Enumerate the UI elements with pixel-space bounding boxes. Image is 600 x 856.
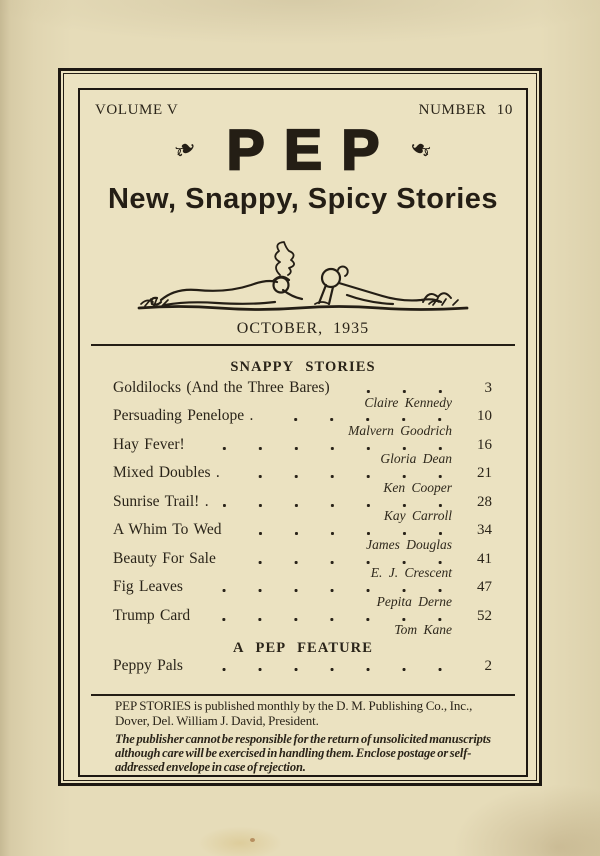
story-author: Ken Cooper <box>383 479 452 495</box>
story-author: James Douglas <box>366 536 452 552</box>
story-page-number: 47 <box>477 579 492 596</box>
volume-label: VOLUME V <box>95 102 179 118</box>
dot-leader <box>197 666 458 673</box>
toc-row <box>113 409 492 437</box>
story-title: Peppy Pals <box>113 657 183 674</box>
imprint <box>115 698 495 774</box>
toc-row <box>113 606 492 637</box>
story-page-number: 3 <box>484 380 492 396</box>
story-title: Persuading Penelope . <box>113 407 254 425</box>
publisher-line: Dover, Del. William J. David, President. <box>115 713 319 728</box>
dot-leader <box>344 388 458 395</box>
inner-frame <box>78 88 528 777</box>
story-page-number: 2 <box>484 658 492 674</box>
story-page-number: 28 <box>477 493 492 510</box>
couple-on-grass-illustration <box>133 228 473 320</box>
header-divider-rule <box>91 344 515 346</box>
feature-list <box>113 659 492 675</box>
magazine-tagline: New, Snappy, Spicy Stories <box>107 183 499 215</box>
story-title: Fig Leaves <box>113 578 183 596</box>
notice-line: addressed envelope in case of rejection. <box>115 760 306 774</box>
story-author: Kay Carroll <box>383 508 452 524</box>
toc-row <box>113 523 492 551</box>
toc-row <box>113 466 492 494</box>
manuscript-notice <box>115 732 495 774</box>
story-title: Goldilocks (And the Three Bares) <box>113 379 330 396</box>
story-page-number: 21 <box>477 465 492 482</box>
toc-row <box>113 659 492 675</box>
story-title: Sunrise Trail! . <box>113 492 209 510</box>
floral-ornament-right-icon: ❧ <box>403 130 438 168</box>
toc-row <box>113 381 492 409</box>
story-page-number: 41 <box>477 550 492 567</box>
story-author: Gloria Dean <box>380 451 452 467</box>
publisher-line: PEP STORIES is published monthly by the D. M. Publishing Co., Inc., <box>115 698 473 713</box>
notice-line: The publisher cannot be responsible for the return of unsolicited manuscripts <box>115 732 491 746</box>
story-author: Claire Kennedy <box>364 394 452 410</box>
story-author: Pepita Derne <box>376 593 452 609</box>
floral-ornament-left-icon: ❧ <box>168 130 203 168</box>
outer-frame <box>58 68 542 786</box>
toc-row <box>113 492 492 524</box>
number-label: NUMBER 10 <box>418 102 513 118</box>
story-page-number: 10 <box>477 408 492 425</box>
toc-row <box>113 549 492 581</box>
story-author: Tom Kane <box>394 622 452 637</box>
feature-section-heading: A PEP FEATURE <box>232 640 374 656</box>
story-title: Mixed Doubles . <box>113 464 220 482</box>
ink-speck <box>250 838 255 842</box>
title-row <box>80 118 526 180</box>
notice-line: although care will be exercised in handling them. Enclose postage or self- <box>115 746 472 760</box>
toc-section-heading: SNAPPY STORIES <box>230 359 376 375</box>
story-author: Malvern Goodrich <box>348 422 452 438</box>
imprint-divider-rule <box>91 694 515 696</box>
toc-row-line <box>113 659 492 675</box>
story-page-number: 52 <box>477 607 492 624</box>
masthead <box>95 102 513 119</box>
story-title: A Whim To Wed <box>113 521 222 539</box>
story-page-number: 16 <box>477 436 492 453</box>
toc-row <box>113 580 492 608</box>
toc-row <box>113 435 492 467</box>
story-page-number: 34 <box>477 522 492 539</box>
story-title: Trump Card <box>113 606 191 624</box>
story-title: Hay Fever! <box>113 435 185 453</box>
story-title: Beauty For Sale <box>113 549 216 567</box>
toc-list <box>113 381 492 637</box>
issue-date: OCTOBER, 1935 <box>236 320 370 337</box>
magazine-title: PEP <box>226 117 399 182</box>
story-author: E. J. Crescent <box>370 565 452 581</box>
